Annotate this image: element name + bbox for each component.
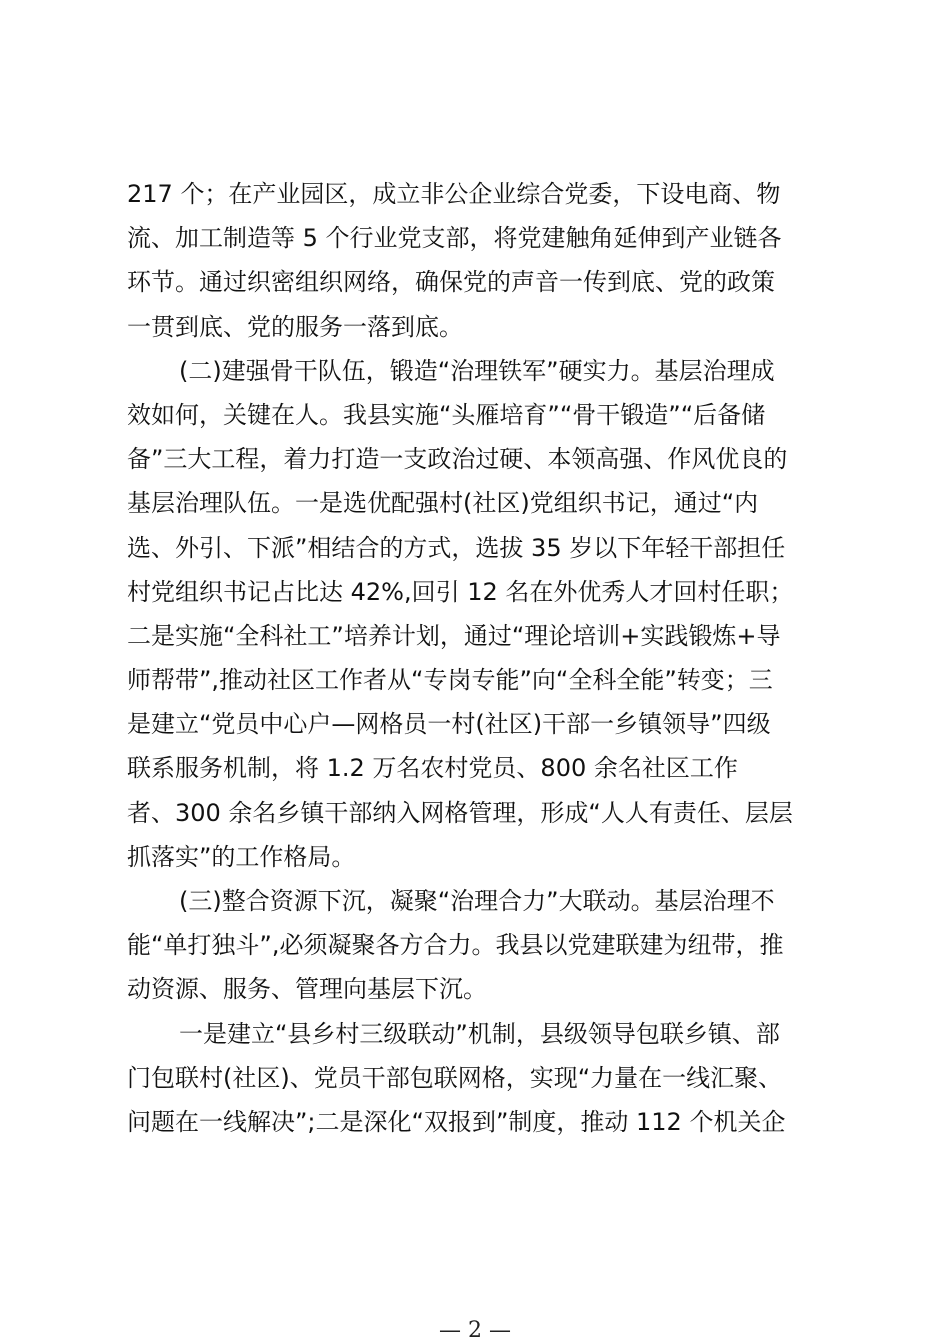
text-line: 问题在一线解决”;二是深化“双报到”制度，推动 112 个机关企	[127, 1107, 786, 1136]
text-line: 217 个；在产业园区，成立非公企业综合党委，下设电商、物	[127, 180, 781, 208]
page-number: — 2 —	[439, 1318, 511, 1343]
body-text	[127, 172, 847, 1144]
text-line: 门包联村(社区)、党员干部包联网格，实现“力量在一线汇聚、	[127, 1063, 783, 1092]
text-line: 者、300 余名乡镇干部纳入网格管理，形成“人人有责任、层层	[127, 798, 793, 827]
text-line: 一贯到底、党的服务一落到底。	[127, 312, 463, 341]
text-line: 环节。通过织密组织网络，确保党的声音一传到底、党的政策	[127, 268, 775, 297]
text-line: 能“单打独斗”,必须凝聚各方合力。我县以党建联建为纽带，推	[127, 931, 784, 960]
text-line: 二是实施“全科社工”培养计划，通过“理论培训+实践锻炼+导	[127, 621, 781, 650]
paragraph-first-line: (三)整合资源下沉，凝聚“治理合力”大联动。基层治理不	[179, 887, 775, 915]
paragraph-first-line: (二)建强骨干队伍，锻造“治理铁军”硬实力。基层治理成	[179, 356, 775, 385]
text-line: 村党组织书记占比达 42%,回引 12 名在外优秀人才回村任职；	[127, 577, 794, 606]
text-line: 备”三大工程，着力打造一支政治过硬、本领高强、作风优良的	[127, 445, 788, 474]
text-line: 是建立“党员中心户—网格员一村(社区)干部一乡镇领导”四级	[127, 710, 771, 739]
text-line: 基层治理队伍。一是选优配强村(社区)党组织书记，通过“内	[127, 489, 759, 518]
text-line: 师帮带”,推动社区工作者从“专岗专能”向“全科全能”转变；三	[127, 666, 773, 695]
text-line: 流、加工制造等 5 个行业党支部，将党建触角延伸到产业链各	[127, 224, 782, 253]
text-line: 效如何，关键在人。我县实施“头雁培育”“骨干锻造”“后备储	[127, 400, 766, 429]
text-line: 动资源、服务、管理向基层下沉。	[127, 975, 487, 1004]
text-line: 抓落实”的工作格局。	[127, 842, 356, 871]
text-line: 联系服务机制，将 1.2 万名农村党员、800 余名社区工作	[127, 754, 738, 783]
text-line: 选、外引、下派”相结合的方式，选拔 35 岁以下年轻干部担任	[127, 533, 786, 562]
paragraph-first-line: 一是建立“县乡村三级联动”机制，县级领导包联乡镇、部	[179, 1019, 780, 1048]
